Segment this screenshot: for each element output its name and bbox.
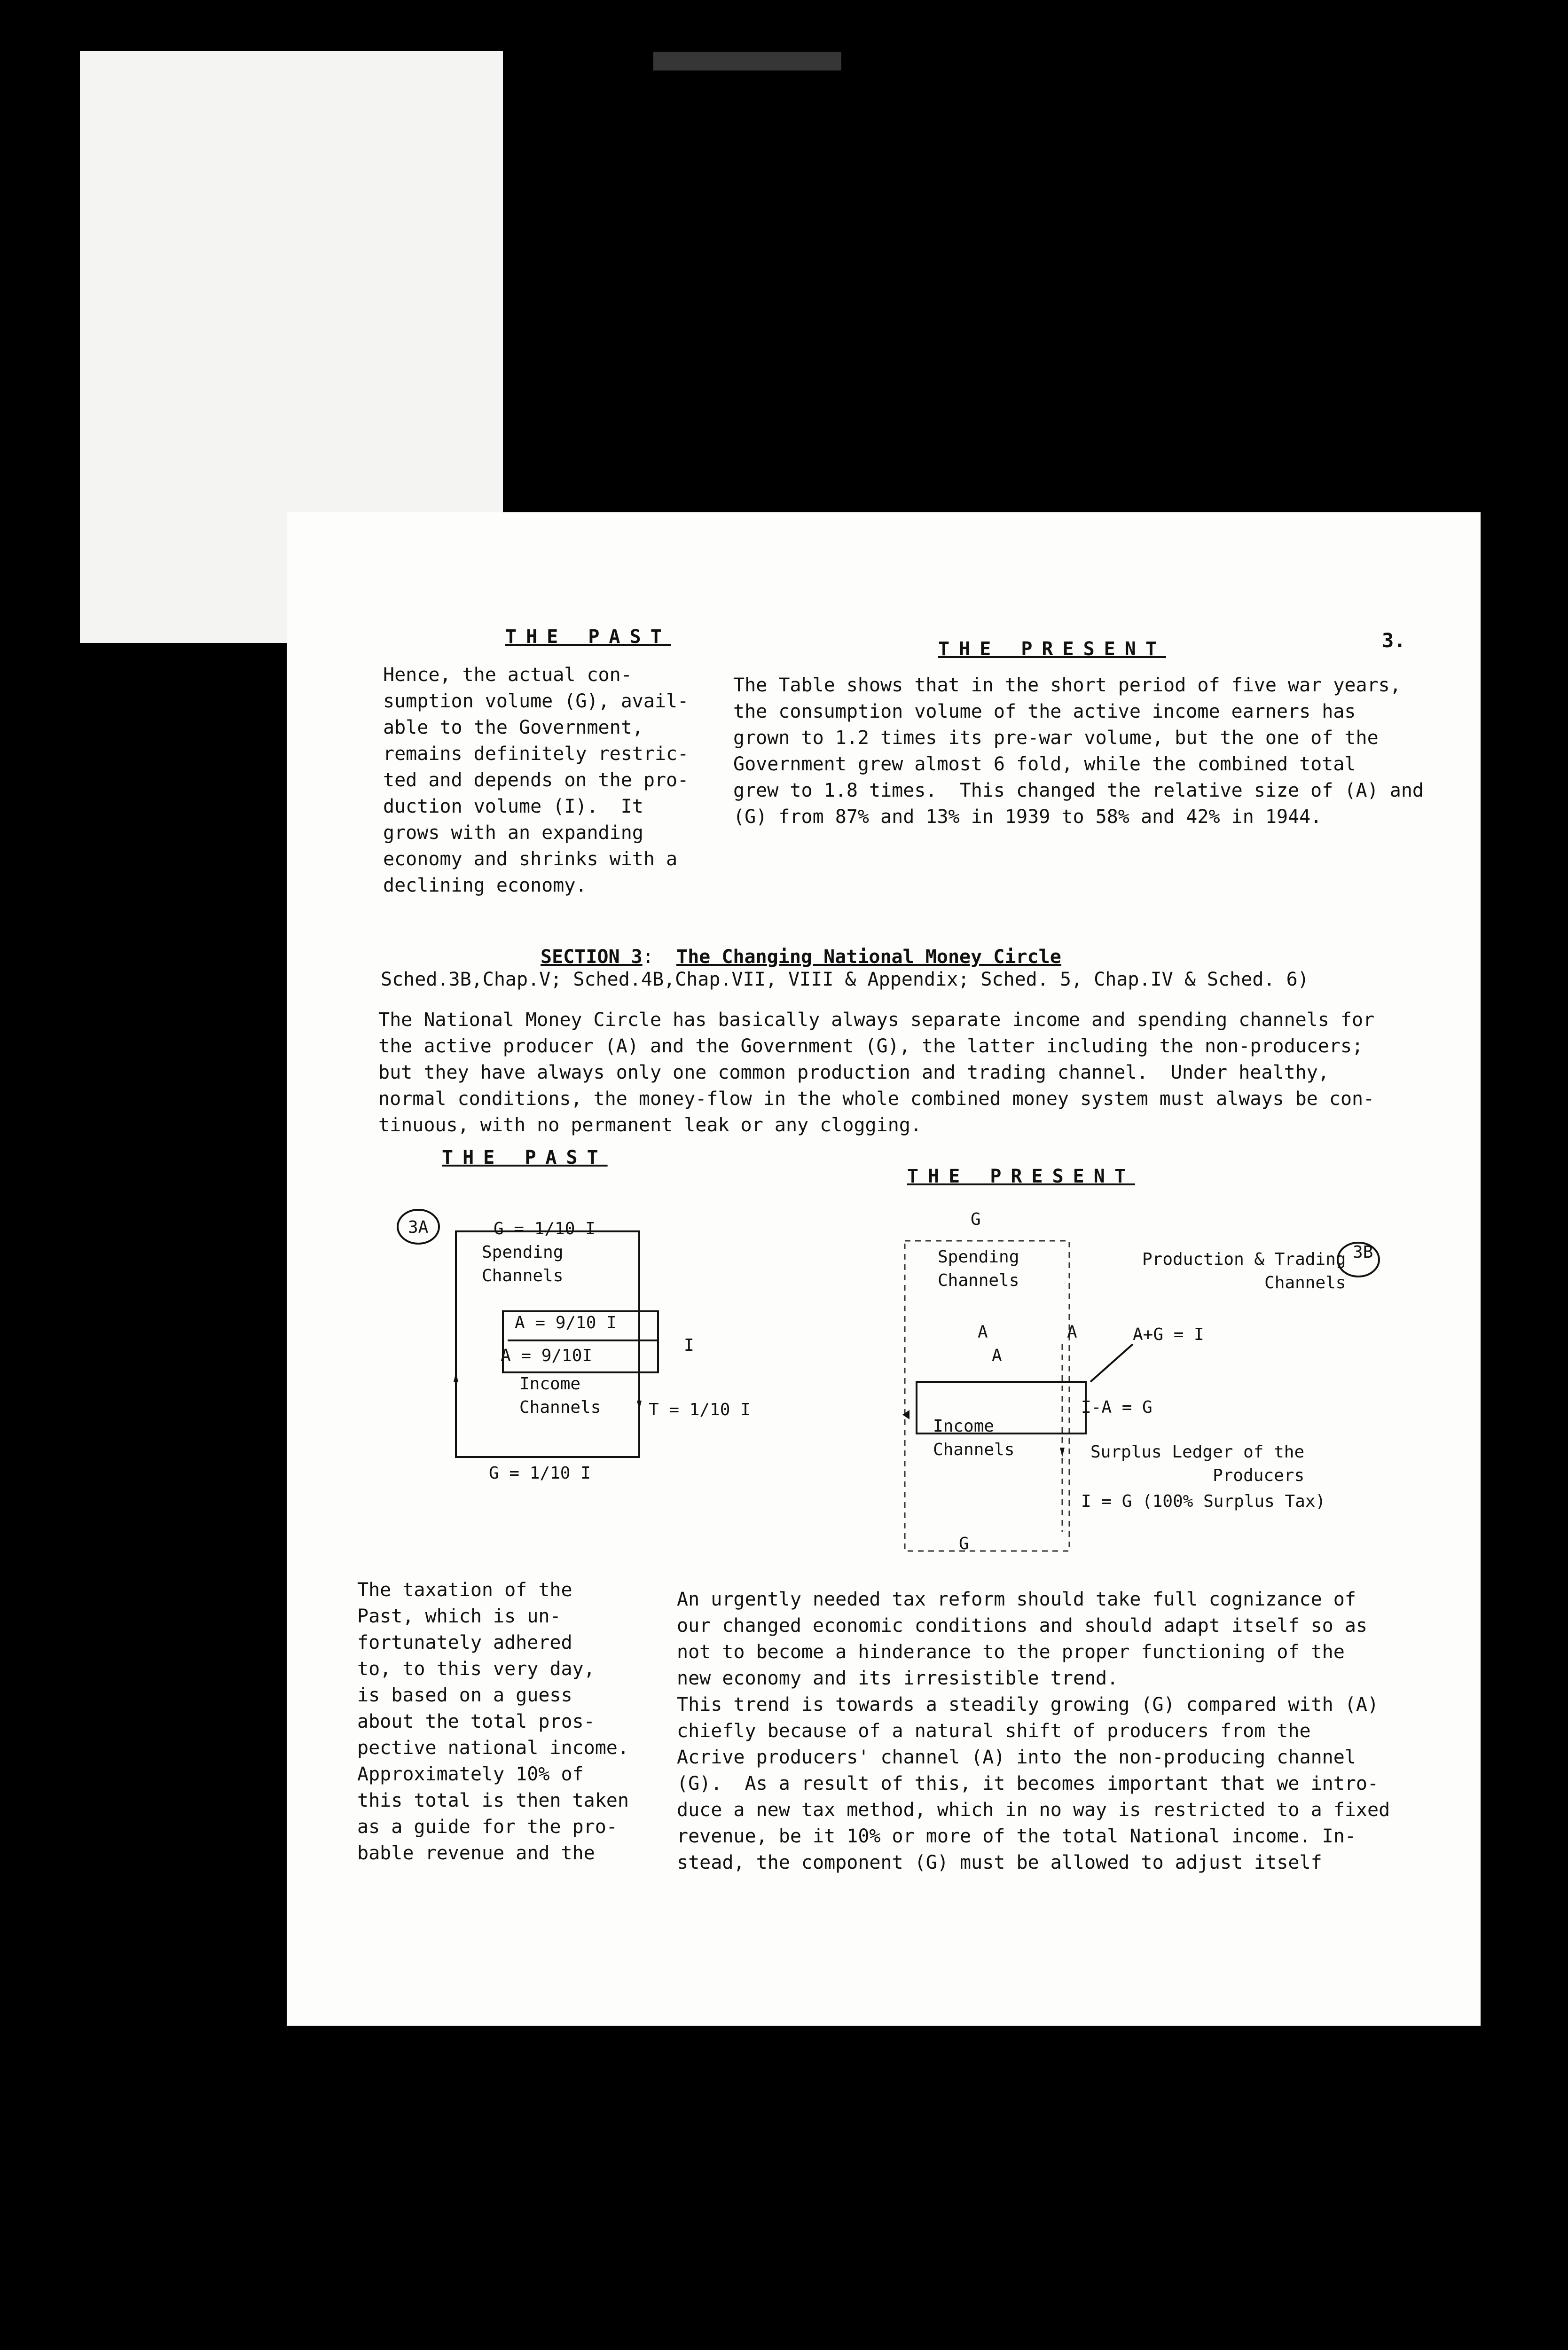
past-intro-text: Hence, the actual con- sumption volume (G), avail- able to the Government, remains definitely restric- ted and depends on the pro- duction volume (I). It grows with an expanding economy and shrinks with a declining economy. — [383, 664, 689, 896]
past-bottom-text: The taxation of the Past, which is un- fortunately adhered to, to this very day, is based on a guess about the total pros- pective national income. Approximately 10% of this total is then taken as a guide for the pro- bable revenue and the — [357, 1579, 629, 1864]
diagram-3b-surplus: Surplus Ledger of the Producers — [1090, 1442, 1305, 1485]
past-diagram-heading: THE PAST — [442, 1147, 608, 1168]
arrow-left-icon — [902, 1410, 909, 1419]
diagram-3b-tag: 3B — [1353, 1243, 1373, 1262]
section-body: The National Money Circle has basically always separate income and spending channels for the active producer (A) and the Government (G), the latter including the non-producers; but they have always only one common production and trading channel. Under healthy, normal conditions, the money-flow in the whole combined money system must always be con- tinuous, with no permanent leak or any clogging. — [378, 1009, 1375, 1136]
past-heading: THE PAST — [505, 626, 671, 648]
diagram-3b-a-upper: A — [978, 1323, 988, 1342]
section-title: The Changing National Money Circle — [676, 946, 1061, 968]
diagram-3b-a-lower: A — [992, 1346, 1002, 1365]
section-references: Sched.3B,Chap.V; Sched.4B,Chap.VII, VIII & Appendix; Sched. 5, Chap.IV & Sched. 6) — [381, 969, 1309, 990]
present-diagram-heading: THE PRESENT — [907, 1166, 1135, 1187]
present-bottom-text: An urgently needed tax reform should take full cognizance of our changed economic conditions and should adapt itself so as not to become a hinderance to the proper functioning of the new economy and its irresistible trend. This trend is towards a steadily growing (G) compared with (A) chiefly because of a natural shift of producers from the Acrive producers' channel (A) into the non-producing channel (G). As a result of this, it becomes important that we intro- duce a new tax method, which in no way is restricted to a fixed revenue, be it 10% or more of the total National income. In- stead, the component (G) must be allowed to adjust itself — [677, 1589, 1390, 1873]
present-intro-text: The Table shows that in the short period of five war years, the consumption volume of the active income earners has grown to 1.2 times its pre-war volume, but the one of the Government grew almost 6 fold, while the combined total grew to 1.8 times. This changed the relative size of (A) and (G) from 87% and 13% in 1939 to 58% and 42% in 1944. — [733, 674, 1424, 828]
diagram-3a-income: Income Channels — [519, 1374, 601, 1417]
diagram-3b-difference: I-A = G — [1081, 1398, 1152, 1417]
arrow-down-icon — [1060, 1448, 1065, 1457]
document-page — [287, 512, 1481, 2026]
diagram-3a-a-upper: A = 9/10 I — [515, 1313, 617, 1332]
pointer-line — [1090, 1344, 1133, 1382]
arrow-up-icon — [454, 1372, 458, 1382]
diagram-3a-tax: T = 1/10 I — [649, 1400, 751, 1419]
section-heading: SECTION 3: The Changing National Money Circle — [541, 946, 1061, 968]
diagram-3a-spending: Spending Channels — [482, 1243, 564, 1285]
diagram-3b-spending: Spending Channels — [938, 1247, 1019, 1290]
diagram-3a-tag: 3A — [408, 1218, 429, 1237]
diagram-3b-a-right: A — [1067, 1323, 1077, 1342]
diagram-3a-g-bottom: G = 1/10 I — [489, 1464, 591, 1483]
diagram-3a-g-top: G = 1/10 I — [494, 1219, 596, 1238]
film-mark — [653, 52, 841, 70]
section-label: SECTION 3 — [541, 946, 643, 968]
diagram-3b-g-top: G — [971, 1210, 981, 1229]
arrow-down-icon — [637, 1401, 642, 1410]
diagram-3b-production: Production & Trading Channels — [1142, 1250, 1346, 1292]
diagram-3b-income: Income Channels — [933, 1417, 1015, 1459]
page-number: 3. — [1382, 629, 1406, 652]
present-heading: THE PRESENT — [938, 638, 1166, 660]
diagram-3a-a-lower: A = 9/10I — [501, 1346, 593, 1365]
diagram-3b-g-bottom: G — [959, 1534, 969, 1553]
diagram-3b-tax: I = G (100% Surplus Tax) — [1081, 1492, 1326, 1511]
diagram-3a-i-mark: I — [684, 1336, 694, 1355]
diagram-3b-sum: A+G = I — [1133, 1325, 1204, 1344]
